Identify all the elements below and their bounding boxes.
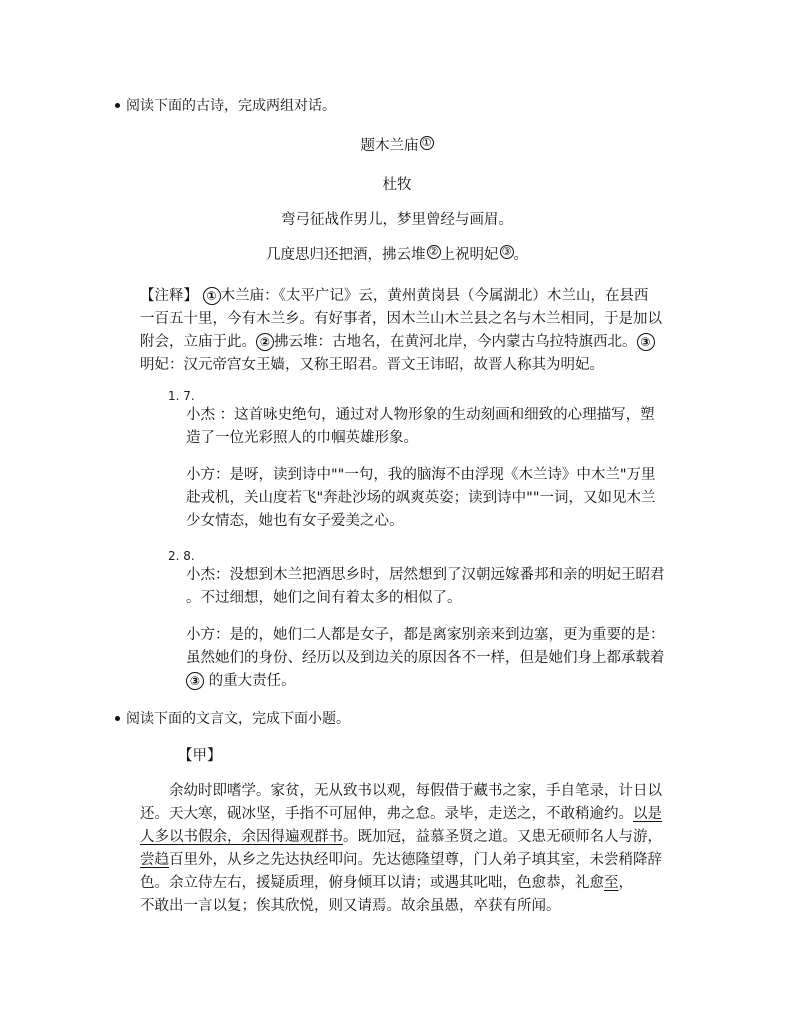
underlined-text: 人多以书假余，余因得遍观群书: [140, 829, 343, 845]
section1-instruction: [126, 96, 336, 116]
poem-author: 杜牧: [382, 177, 412, 193]
passage-line: [140, 895, 700, 918]
note-text: 附会，立庙于此。: [140, 334, 256, 350]
instruction-text: 阅读下面的文言文，完成下面小题。: [126, 711, 350, 727]
underlined-text: 尝趋: [140, 852, 169, 868]
passage-text-part: 。既加冠，益慕圣贤之道。又患无硕师名人与游，: [343, 829, 662, 845]
section2-instruction: [126, 709, 350, 729]
question-2-dialog: [186, 564, 706, 610]
dialog-line: 造了一位光彩照人的巾帼英雄形象。: [186, 430, 418, 446]
passage-line: [140, 780, 700, 803]
dialog-line: 虽然她们的身份、经历以及到边关的原因各不一样，但是她们身上都承载着: [186, 650, 665, 666]
poem-line-2-part: 几度思归还把酒，拂云堆: [266, 247, 426, 263]
note-line: [140, 285, 700, 308]
underlined-text: 至: [604, 875, 619, 891]
blank-mark: ③: [186, 672, 204, 690]
dialog-line: 小方：是的，她们二人都是女子，都是离家别亲来到边塞，更为重要的是：: [186, 627, 665, 643]
passage-line: [140, 872, 700, 895]
footnote-mark: ③: [500, 245, 514, 259]
dialog-line: 小杰 ：这首咏史绝句，通过对人物形象的生动刻画和细致的心理描写，塑: [186, 407, 655, 423]
instruction-text: 阅读下面的古诗，完成两组对话。: [126, 98, 336, 114]
passage-text-part: 色。余立侍左右，援疑质理，俯身倾耳以请；或遇其叱咄，色愈恭，礼愈: [140, 875, 604, 891]
question-number: 1. 7.: [168, 389, 195, 403]
passage-line: [140, 803, 700, 826]
poem-title: [0, 136, 794, 156]
bullet-icon: [115, 103, 120, 108]
dialog-line: 。不过细想，她们之间有着太多的相似了。: [186, 590, 462, 606]
note-label: 【注释】: [140, 288, 198, 304]
poem-line-1: 弯弓征战作男儿，梦里曾经与画眉。: [281, 212, 513, 228]
footnote-mark: ②: [427, 245, 441, 259]
dialog-line: [186, 670, 706, 693]
underlined-text: 以是: [633, 806, 662, 822]
poem-line-2-part: 上祝明妃: [440, 247, 499, 263]
note-line: [140, 331, 700, 354]
note-mark: ③: [637, 333, 655, 351]
dialog-text: 的重大责任。: [204, 673, 296, 689]
bullet-icon: [115, 716, 120, 721]
passage-text-part: ，: [618, 875, 633, 891]
poem-notes: [140, 285, 700, 377]
passage-text-part: 百里外，从乡之先达执经叩问。先达德隆望尊，门人弟子填其室，未尝稍降辞: [169, 852, 662, 868]
note-text: 拂云堆：古地名，在黄河北岸，今内蒙古乌拉特旗西北。: [274, 334, 637, 350]
question-2-reply: [186, 624, 706, 693]
passage-text: [140, 780, 700, 918]
dialog-line: 赴戎机，关山度若飞"奔赴沙场的飒爽英姿；读到诗中""一词，又如见木兰: [186, 490, 656, 506]
note-text: 木兰庙：《太平广记》云，黄州黄岗县（今属湖北）木兰山，在县西: [220, 288, 649, 304]
note-line: 一百五十里，今有木兰乡。有好事者，因木兰山木兰县之名与木兰相同，于是加以: [140, 311, 662, 327]
dialog-line: 小方：是呀，读到诗中""一句，我的脑海不由浮现《木兰诗》中木兰"万里: [186, 467, 656, 483]
question-1-reply: [186, 464, 706, 533]
poem-line-2-part: 。: [513, 247, 528, 263]
passage-line: [140, 826, 700, 849]
passage-text-part: 余幼时即嗜学。家贫，无从致书以观，每假借于藏书之家，手自笔录，计日以: [169, 783, 662, 799]
dialog-line: 小杰：没想到木兰把酒思乡时，居然想到了汉朝远嫁番邦和亲的明妃王昭君: [186, 567, 665, 583]
footnote-mark: ①: [420, 136, 434, 150]
dialog-line: 少女情态，她也有女子爱美之心。: [186, 513, 404, 529]
question-1-dialog: [186, 404, 706, 450]
question-number: 2. 8.: [168, 549, 195, 563]
passage-line: [140, 849, 700, 872]
note-mark: ①: [203, 287, 221, 305]
passage-label: 【甲】: [178, 748, 222, 764]
passage-text-part: 还。天大寒，砚冰坚，手指不可屈伸，弗之怠。录毕，走送之，不敢稍逾约。: [140, 806, 633, 822]
passage-text-part: 不敢出一言以复；俟其欣悦，则又请焉。故余虽愚，卒获有所闻。: [140, 898, 561, 914]
note-mark: ②: [256, 333, 274, 351]
poem-line-2: [0, 245, 794, 265]
poem-title-text: 题木兰庙: [360, 138, 419, 154]
note-line: 明妃：汉元帝宫女王嫱，又称王昭君。晋文王讳昭，故晋人称其为明妃。: [140, 357, 604, 373]
